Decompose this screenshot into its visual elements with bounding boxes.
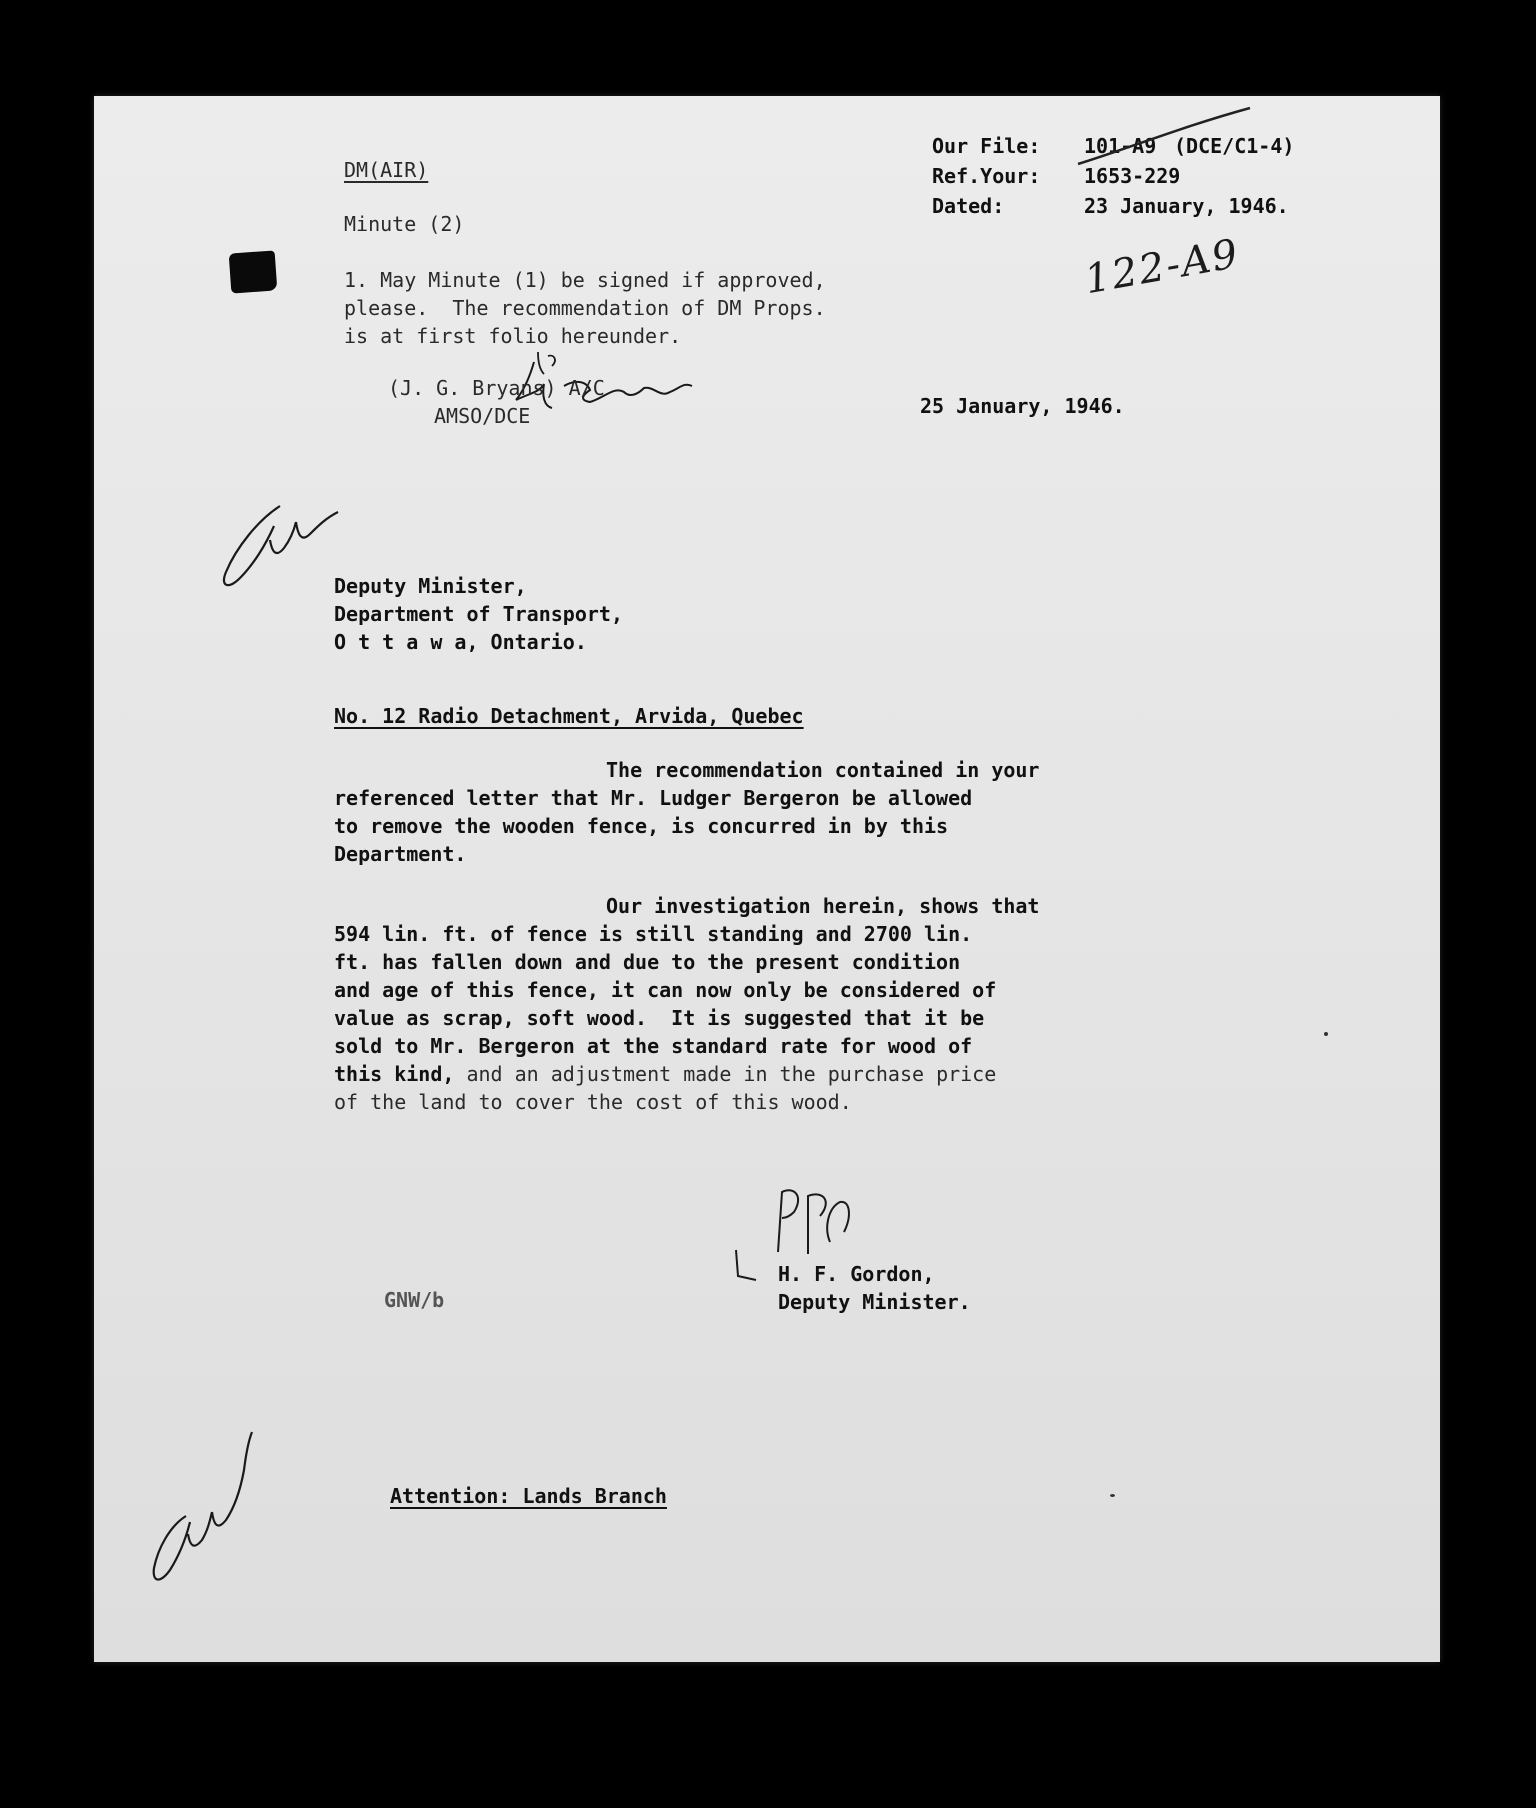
minute-signer-title: AMSO/DCE — [434, 404, 531, 428]
para2-line-3: ft. has fallen down and due to the present condition — [334, 950, 961, 974]
para2-line-2: 594 lin. ft. of fence is still standing and 2700 lin. — [334, 922, 973, 946]
handwritten-initials-lower — [130, 1422, 270, 1592]
our-file-value: (DCE/C1-4) — [1174, 134, 1295, 158]
minute-line-3: is at first folio hereunder. — [344, 324, 682, 348]
ref-value: 1653-229 — [1084, 164, 1181, 188]
redaction-mark — [229, 250, 278, 293]
minute-label: Minute (2) — [344, 212, 465, 236]
para2-line-7-normal: and an adjustment made in the purchase price — [454, 1062, 997, 1086]
para2-line-5: value as scrap, soft wood. It is suggested that it be — [334, 1006, 985, 1030]
dated-label: Dated: — [932, 194, 1005, 218]
minute-line-1: 1. May Minute (1) be signed if approved, — [344, 268, 826, 292]
ref-label: Ref.Your: — [932, 164, 1041, 188]
document-page — [94, 96, 1440, 1662]
minute-line-2: please. The recommendation of DM Props. — [344, 296, 826, 320]
minute-signer: (J. G. Bryans) A/C — [388, 376, 605, 400]
para2-line-4: and age of this fence, it can now only be considered of — [334, 978, 997, 1002]
dept-code: DM(AIR) — [344, 158, 429, 182]
our-file-struck: 101-A9 — [1084, 134, 1157, 158]
para1-line-2: referenced letter that Mr. Ludger Bergeron be allowed — [334, 786, 973, 810]
address-line-3: O t t a w a, Ontario. — [334, 630, 587, 654]
para2-line-1: Our investigation herein, shows that — [606, 894, 1040, 918]
para2-line-6: sold to Mr. Bergeron at the standard rate for wood of — [334, 1034, 973, 1058]
attention-line: Attention: Lands Branch — [390, 1484, 667, 1508]
closing-name: H. F. Gordon, — [778, 1262, 935, 1286]
address-line-2: Department of Transport, — [334, 602, 623, 626]
para2-line-7 — [334, 1060, 996, 1088]
dated-value: 23 January, 1946. — [1084, 194, 1289, 218]
para1-line-3: to remove the wooden fence, is concurred in by this — [334, 814, 949, 838]
minute-date: 25 January, 1946. — [920, 394, 1125, 418]
speck-mark — [1110, 1494, 1115, 1497]
gordon-signature-initials — [764, 1182, 864, 1262]
para2-line-7-bold: this kind, — [334, 1062, 455, 1086]
para2-line-8: of the land to cover the cost of this wood. — [334, 1090, 852, 1114]
checkmark-stroke — [730, 1246, 760, 1286]
reference-initials: GNW/b — [384, 1288, 445, 1312]
handwritten-file-number: 122-A9 — [1081, 230, 1244, 304]
closing-title: Deputy Minister. — [778, 1290, 971, 1314]
speck-mark — [1324, 1032, 1328, 1036]
strikethrough-mark — [1074, 102, 1254, 172]
para1-line-1: The recommendation contained in your — [606, 758, 1040, 782]
address-line-1: Deputy Minister, — [334, 574, 527, 598]
subject-line: No. 12 Radio Detachment, Arvida, Quebec — [334, 704, 804, 728]
our-file-label: Our File: — [932, 134, 1041, 158]
para1-line-4: Department. — [334, 842, 467, 866]
